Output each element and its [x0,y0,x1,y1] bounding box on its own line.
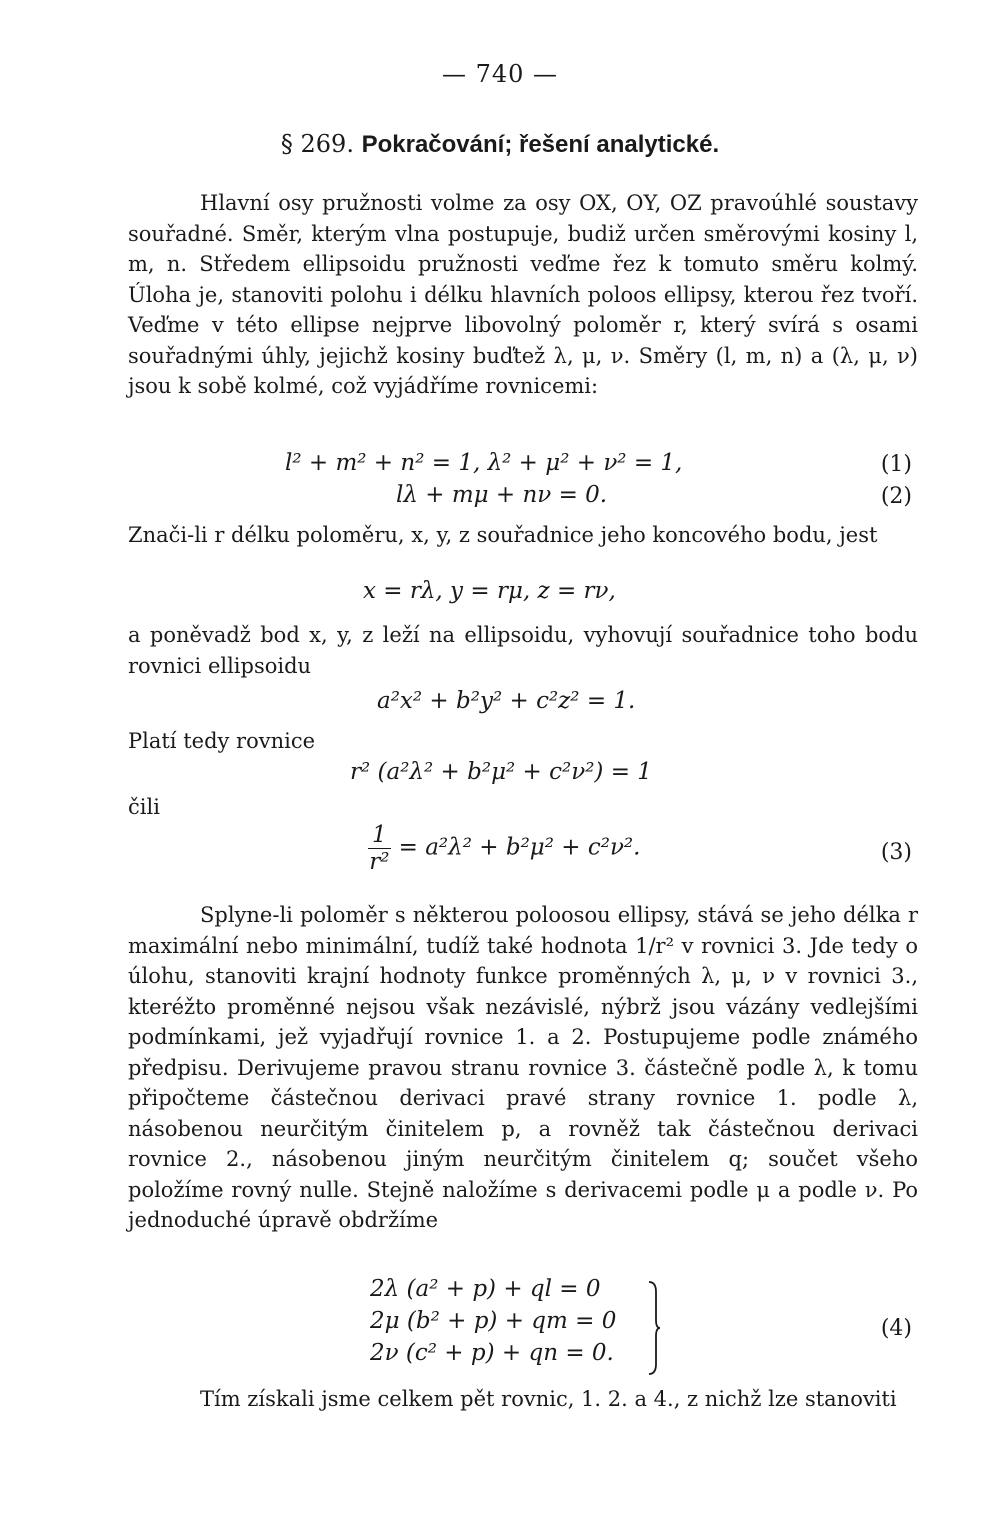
section-heading [0,130,1000,159]
equation-3-rhs: = a²λ² + b²μ² + c²ν². [398,834,641,861]
section-title: Pokračování; řešení analytické. [361,131,720,158]
fraction-one-over-r-squared [368,822,391,875]
equation-4b: 2μ (b² + p) + qm = 0 [370,1308,617,1334]
paragraph-5: čili [128,795,160,819]
equation-1: l² + m² + n² = 1, λ² + μ² + ν² = 1, [285,450,683,476]
paragraph-3: a poněvadž bod x, y, z leží na ellipsoidu, vyhovují souřadnice toho bodu rovnici ellipsoidu [128,623,918,678]
equation-r: r² (a²λ² + b²μ² + c²ν²) = 1 [350,759,652,785]
paragraph-1: Hlavní osy pružnosti volme za osy OX, OY, OZ pravoúhlé soustavy souřadné. Směr, kterým vlna postupuje, budiž určen směrovými kosiny l, m, n. Středem ellipsoidu pružnosti veďme řez k tomuto směru kolmý. Úloha je, stanoviti polohu i délku hlavních poloos ellipsy, kterou řez tvoří. Veďme v této ellipse nejprve libovolný poloměr r, který svírá s osami souřadnými úhly, jejichž kosiny buďtež λ, μ, ν. Směry (l, m, n) a (λ, μ, ν) jsou k sobě kolmé, což vyjádříme rovnicemi: [128,191,918,398]
equation-xyz: x = rλ, y = rμ, z = rν, [363,578,616,604]
paragraph-6: Splyne-li poloměr s některou poloosou ellipsy, stává se jeho délka r maximální nebo minimální, tudíž také hodnota 1/r² v rovnici 3. Jde tedy o úlohu, stanoviti krajní hodnoty funkce proměnných λ, μ, ν v rovnici 3., kteréžto proměnné nejsou však nezávislé, nýbrž jsou vázány vedlejšími podmínkami, jež vyjadřují rovnice 1. a 2. Postupujeme podle známého předpisu. Derivujeme pravou stranu rovnice 3. částečně podle λ, k tomu připočteme částečnou derivaci pravé strany rovnice 1. podle λ, násobenou neurčitým činitelem p, a rovněž tak částečnou derivaci rovnice 2., násobenou jiným neurčitým činitelem q; součet všeho položíme rovný nulle. Stejně naložíme s derivacemi podle μ a podle ν. Po jednoduché úpravě obdržíme [128,903,918,1232]
fraction-denominator: r² [369,849,390,875]
equation-4-label: (4) [880,1316,912,1341]
section-number: § 269. [280,130,354,158]
equation-ellipsoid: a²x² + b²y² + c²z² = 1. [377,688,636,714]
equation-2: lλ + mμ + nν = 0. [396,482,608,508]
paragraph-4: Platí tedy rovnice [128,729,316,753]
equation-2-label: (2) [880,484,912,509]
equation-4c: 2ν (c² + p) + qn = 0. [370,1340,614,1366]
equation-4a: 2λ (a² + p) + ql = 0 [370,1276,601,1302]
equation-3 [368,822,640,875]
fraction-numerator: 1 [368,822,391,849]
paragraph-2: Znači-li r délku poloměru, x, y, z souřadnice jeho koncového bodu, jest [128,523,878,547]
right-brace-icon [647,1280,661,1376]
equation-1-label: (1) [880,452,912,477]
page-number: — 740 — [441,60,559,88]
paragraph-7: Tím získali jsme celkem pět rovnic, 1. 2. a 4., z nichž lze stanoviti [200,1387,897,1411]
equation-3-label: (3) [880,840,912,865]
